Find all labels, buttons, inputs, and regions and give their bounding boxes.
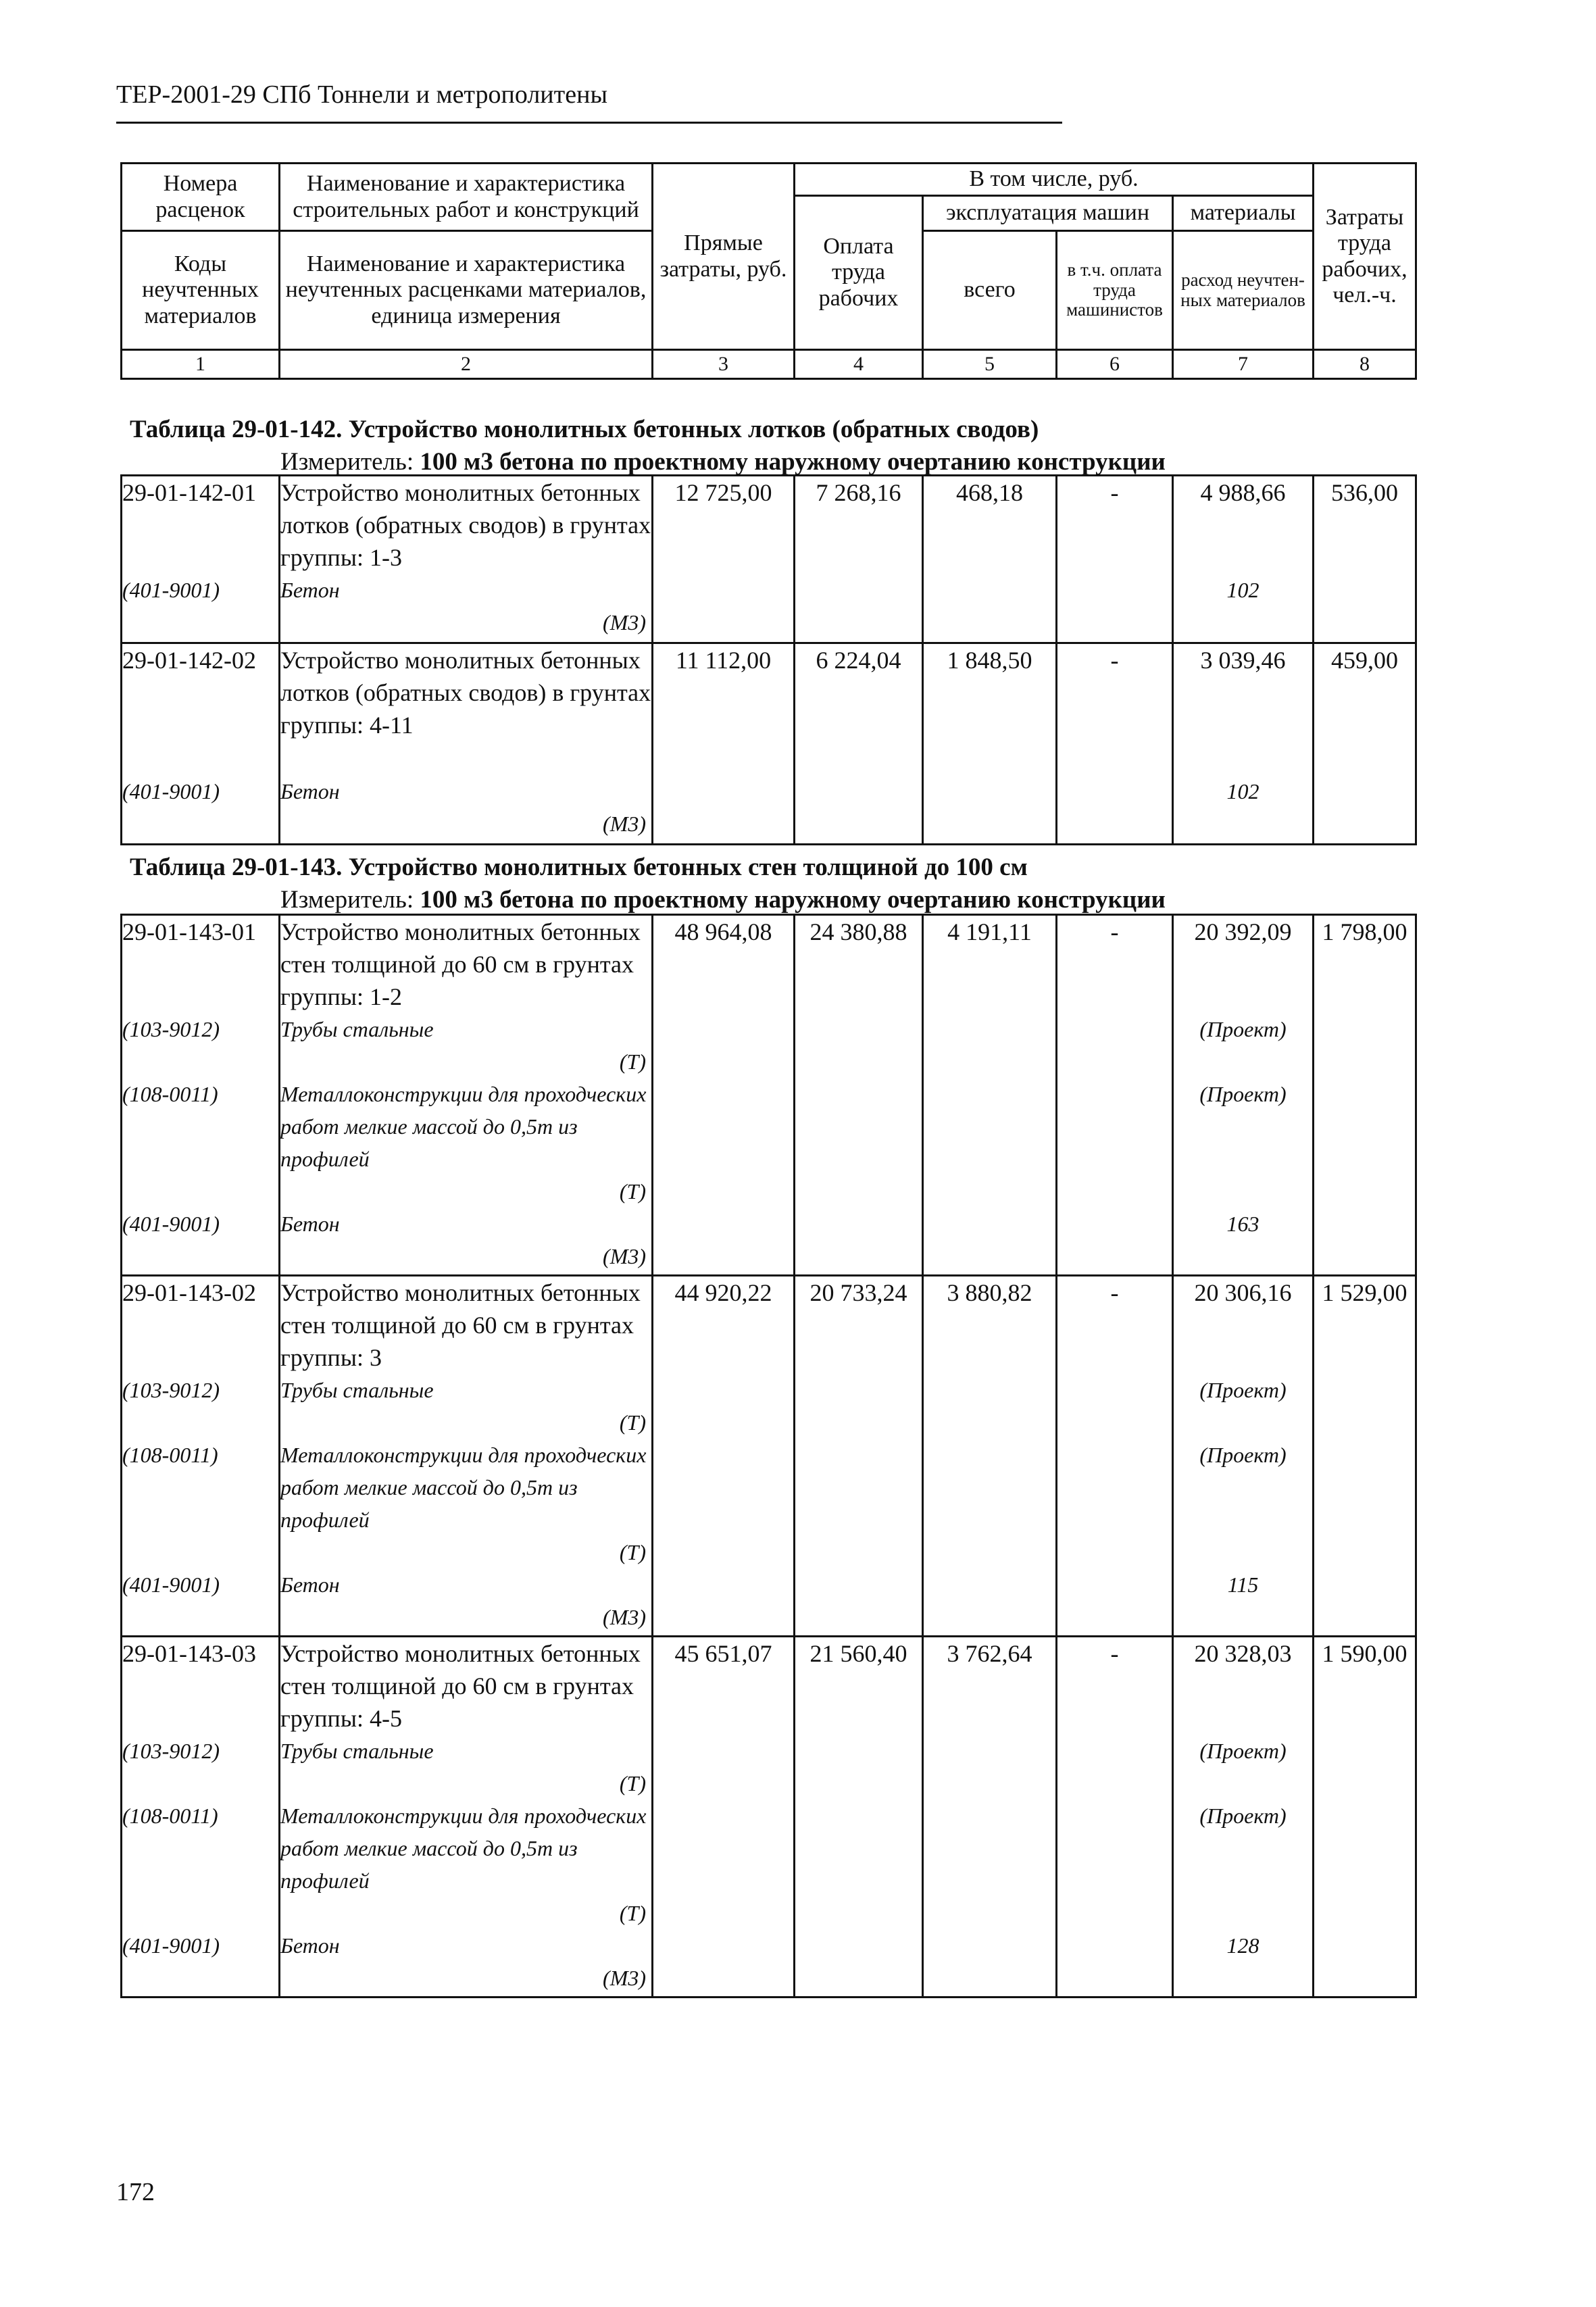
measure-value: 100 м3 бетона по проектному наружному очертанию конструкции <box>420 886 1166 914</box>
machines-total: 3 762,64 <box>923 1637 1057 1998</box>
material-unit: (М3) <box>603 812 646 836</box>
machines-total: 3 880,82 <box>923 1276 1057 1637</box>
material-name: Бетон <box>280 1212 340 1236</box>
machines-total: 468,18 <box>923 476 1057 643</box>
materials-cost: 3 039,46 <box>1200 647 1286 674</box>
col-machines-header: эксплуатация машин <box>923 196 1173 231</box>
rate-code: 29-01-142-02 <box>122 647 256 674</box>
rate-description-cell <box>280 915 653 1276</box>
col-material-codes-header: Коды неучтенных материалов <box>122 231 280 350</box>
col-including-header: В том числе, руб. <box>795 164 1314 196</box>
material-name: Металлоконструкции для проходческих работ мелкие массой до 0,5т из профилей <box>280 1804 647 1893</box>
col-number: 7 <box>1173 350 1314 379</box>
table-measure <box>280 885 1166 914</box>
material-name: Бетон <box>280 779 340 803</box>
materials-cost: 20 306,16 <box>1194 1279 1292 1306</box>
material-usage: 128 <box>1226 1933 1260 1958</box>
material-unit: (Т) <box>619 1901 646 1925</box>
rate-description: Устройство монолитных бетонных лотков (обратных сводов) в грунтах группы: 4-11 <box>280 647 651 739</box>
rate-description: Устройство монолитных бетонных стен толщиной до 60 см в грунтах группы: 1-2 <box>280 918 641 1010</box>
material-usage: (Проект) <box>1199 1017 1287 1041</box>
operators-wages: - <box>1057 643 1173 845</box>
col-number: 6 <box>1057 350 1173 379</box>
material-block <box>280 1929 651 1994</box>
table-row <box>122 915 1416 1276</box>
table-caption: Таблица 29-01-143. Устройство монолитных бетонных стен толщиной до 100 см <box>130 853 1028 881</box>
material-block <box>280 1078 651 1208</box>
direct-cost: 11 112,00 <box>653 643 795 845</box>
direct-cost: 45 651,07 <box>653 1637 795 1998</box>
measure-prefix: Измеритель: <box>280 886 414 914</box>
material-unit: (Т) <box>619 1410 646 1435</box>
material-usage: 102 <box>1226 779 1260 803</box>
labor-hours: 1 529,00 <box>1314 1276 1416 1637</box>
rate-description: Устройство монолитных бетонных лотков (обратных сводов) в грунтах группы: 1-3 <box>280 479 651 571</box>
table-measure <box>280 447 1166 476</box>
material-name: Трубы стальные <box>280 1017 434 1041</box>
col-number: 8 <box>1314 350 1416 379</box>
materials-cost: 20 392,09 <box>1194 918 1292 945</box>
material-code: (401-9001) <box>122 779 220 803</box>
page-header: ТЕР-2001-29 СПб Тоннели и метрополитены <box>116 80 607 109</box>
rate-code-cell <box>122 1637 280 1998</box>
materials-cell <box>1173 643 1314 845</box>
material-usage: 102 <box>1226 578 1260 602</box>
col-number: 2 <box>280 350 653 379</box>
col-materials-usage-header: расход неучтен-ных материалов <box>1173 231 1314 350</box>
page-number: 172 <box>116 2178 155 2206</box>
rate-description-cell <box>280 476 653 643</box>
material-block <box>280 1735 651 1800</box>
col-number: 1 <box>122 350 280 379</box>
rate-code: 29-01-143-01 <box>122 918 256 945</box>
col-works-name-header: Наименование и характеристика строительных работ и конструкций <box>280 164 653 231</box>
operators-wages: - <box>1057 915 1173 1276</box>
material-name: Трубы стальные <box>280 1739 434 1763</box>
material-code: (108-0011) <box>122 1804 218 1828</box>
rate-description-cell <box>280 1276 653 1637</box>
material-unit: (М3) <box>603 1605 646 1629</box>
rate-description-cell <box>280 1637 653 1998</box>
col-materials-name-header: Наименование и характеристика неучтенных расценками материалов, единица измерения <box>280 231 653 350</box>
worker-wages: 7 268,16 <box>795 476 923 643</box>
direct-cost: 44 920,22 <box>653 1276 795 1637</box>
labor-hours: 459,00 <box>1314 643 1416 845</box>
rate-code: 29-01-143-02 <box>122 1279 256 1306</box>
material-block <box>280 1013 651 1078</box>
col-number: 3 <box>653 350 795 379</box>
material-code: (401-9001) <box>122 1572 220 1597</box>
table-row <box>122 1637 1416 1998</box>
material-code: (103-9012) <box>122 1739 220 1763</box>
material-usage: (Проект) <box>1199 1378 1287 1402</box>
col-materials-header: материалы <box>1173 196 1314 231</box>
material-unit: (М3) <box>603 1244 646 1268</box>
material-unit: (Т) <box>619 1049 646 1074</box>
col-number: 5 <box>923 350 1057 379</box>
material-name: Металлоконструкции для проходческих работ мелкие массой до 0,5т из профилей <box>280 1082 647 1171</box>
material-unit: (Т) <box>619 1179 646 1204</box>
material-block <box>280 1374 651 1439</box>
rate-description: Устройство монолитных бетонных стен толщиной до 60 см в грунтах группы: 4-5 <box>280 1640 641 1732</box>
rate-code-cell <box>122 1276 280 1637</box>
material-name: Бетон <box>280 1572 340 1597</box>
worker-wages: 21 560,40 <box>795 1637 923 1998</box>
col-rate-numbers-header: Номера расценок <box>122 164 280 231</box>
material-unit: (Т) <box>619 1540 646 1564</box>
rate-code: 29-01-143-03 <box>122 1640 256 1667</box>
labor-hours: 1 590,00 <box>1314 1637 1416 1998</box>
labor-hours: 1 798,00 <box>1314 915 1416 1276</box>
rates-table-143 <box>120 914 1417 1998</box>
header-rule <box>116 122 1062 124</box>
worker-wages: 6 224,04 <box>795 643 923 845</box>
material-name: Металлоконструкции для проходческих работ мелкие массой до 0,5т из профилей <box>280 1443 647 1532</box>
rate-code-cell <box>122 476 280 643</box>
col-direct-costs-header: Прямые затраты, руб. <box>653 164 795 350</box>
column-header-table <box>120 162 1417 380</box>
table-row <box>122 476 1416 643</box>
measure-value: 100 м3 бетона по проектному наружному очертанию конструкции <box>420 448 1166 476</box>
material-block <box>280 1439 651 1568</box>
operators-wages: - <box>1057 1276 1173 1637</box>
material-code: (108-0011) <box>122 1443 218 1467</box>
material-code: (108-0011) <box>122 1082 218 1106</box>
material-name: Трубы стальные <box>280 1378 434 1402</box>
labor-hours: 536,00 <box>1314 476 1416 643</box>
materials-cell <box>1173 915 1314 1276</box>
rates-table-142 <box>120 474 1417 845</box>
col-operators-wages-header: в т.ч. оплата труда машинистов <box>1057 231 1173 350</box>
materials-cell <box>1173 476 1314 643</box>
rate-description-cell <box>280 643 653 845</box>
measure-prefix: Измеритель: <box>280 448 414 476</box>
material-name: Бетон <box>280 1933 340 1958</box>
col-worker-wages-header: Оплата труда рабочих <box>795 196 923 350</box>
materials-cell <box>1173 1637 1314 1998</box>
material-unit: (М3) <box>603 610 646 635</box>
rate-code-cell <box>122 643 280 845</box>
col-labor-hours-header: Затраты труда рабочих, чел.-ч. <box>1314 164 1416 350</box>
direct-cost: 12 725,00 <box>653 476 795 643</box>
materials-cost: 4 988,66 <box>1200 479 1286 506</box>
rate-description: Устройство монолитных бетонных стен толщиной до 60 см в грунтах группы: 3 <box>280 1279 641 1371</box>
table-row <box>122 643 1416 845</box>
material-code: (103-9012) <box>122 1378 220 1402</box>
material-code: (401-9001) <box>122 578 220 602</box>
rate-code-cell <box>122 915 280 1276</box>
material-code: (401-9001) <box>122 1212 220 1236</box>
material-unit: (Т) <box>619 1771 646 1795</box>
direct-cost: 48 964,08 <box>653 915 795 1276</box>
table-row <box>122 1276 1416 1637</box>
material-block <box>280 1208 651 1272</box>
materials-cost: 20 328,03 <box>1194 1640 1292 1667</box>
material-usage: (Проект) <box>1199 1082 1287 1106</box>
material-block <box>280 1568 651 1633</box>
material-block <box>280 1800 651 1929</box>
material-usage: (Проект) <box>1199 1739 1287 1763</box>
worker-wages: 24 380,88 <box>795 915 923 1276</box>
machines-total: 4 191,11 <box>923 915 1057 1276</box>
material-usage: (Проект) <box>1199 1443 1287 1467</box>
material-code: (103-9012) <box>122 1017 220 1041</box>
table-caption: Таблица 29-01-142. Устройство монолитных бетонных лотков (обратных сводов) <box>130 416 1039 443</box>
worker-wages: 20 733,24 <box>795 1276 923 1637</box>
material-usage: (Проект) <box>1199 1804 1287 1828</box>
material-unit: (М3) <box>603 1966 646 1990</box>
machines-total: 1 848,50 <box>923 643 1057 845</box>
col-machines-total-header: всего <box>923 231 1057 350</box>
rate-code: 29-01-142-01 <box>122 479 256 506</box>
materials-cell <box>1173 1276 1314 1637</box>
operators-wages: - <box>1057 1637 1173 1998</box>
material-usage: 115 <box>1227 1572 1259 1597</box>
operators-wages: - <box>1057 476 1173 643</box>
material-name: Бетон <box>280 578 340 602</box>
material-usage: 163 <box>1226 1212 1260 1236</box>
col-number: 4 <box>795 350 923 379</box>
material-code: (401-9001) <box>122 1933 220 1958</box>
